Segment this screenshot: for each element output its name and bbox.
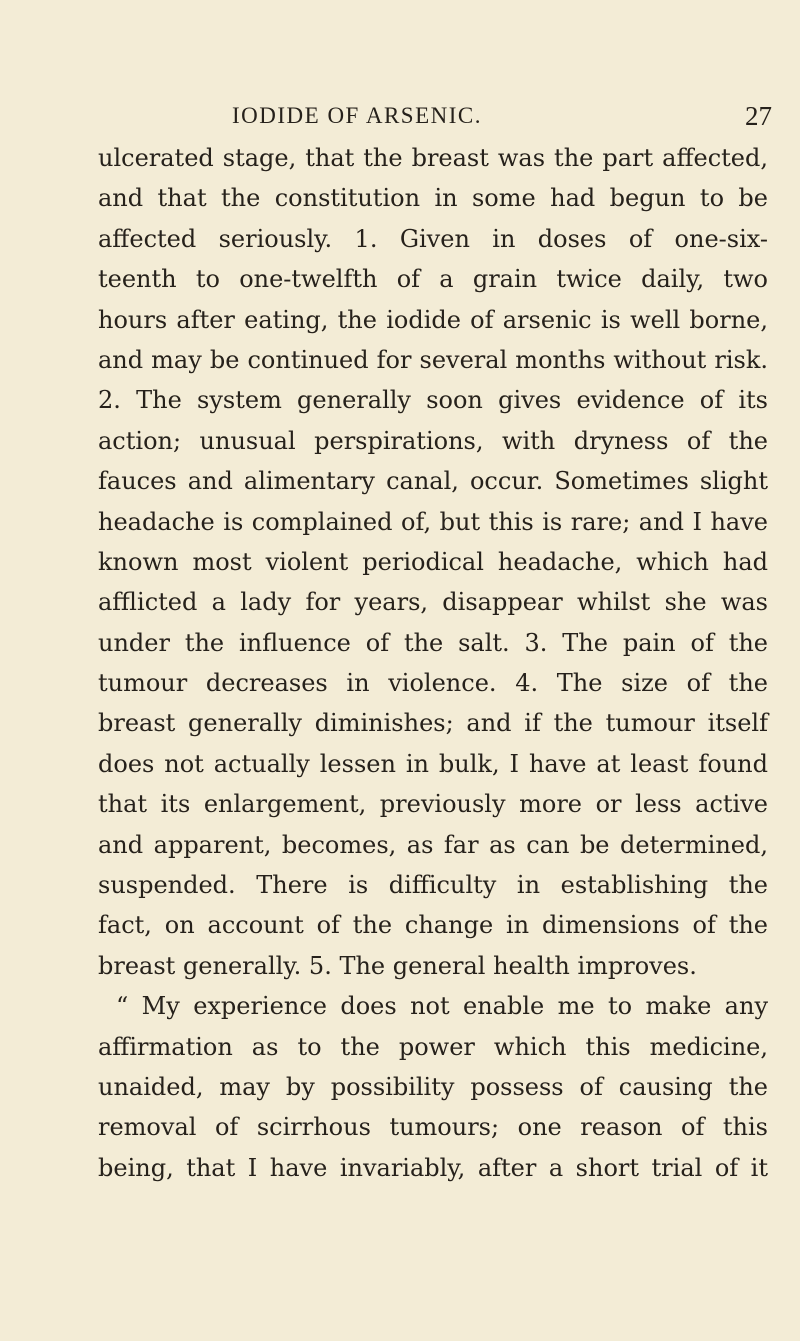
page-number: 27	[745, 101, 772, 131]
text-line: 2. The system generally soon gives evidence of its	[98, 386, 768, 415]
text-line: unaided, may by possibility possess of causing the	[98, 1072, 768, 1101]
body-text	[98, 138, 768, 1188]
text-line: hours after eating, the iodide of arsenic is well borne,	[98, 305, 768, 334]
text-line: affected seriously. 1. Given in doses of one-six-	[98, 224, 768, 253]
text-line: teenth to one-twelfth of a grain twice daily, two	[98, 265, 768, 294]
text-line: fauces and alimentary canal, occur. Sometimes slight	[98, 467, 768, 496]
text-line: that its enlargement, previously more or less active	[98, 790, 768, 819]
running-title: IODIDE OF ARSENIC.	[232, 103, 482, 128]
text-line: breast generally diminishes; and if the tumour itself	[98, 709, 768, 738]
text-line: “ My experience does not enable me to make any	[116, 992, 768, 1021]
text-line: afflicted a lady for years, disappear whilst she was	[98, 588, 768, 617]
running-head	[232, 103, 772, 137]
text-line: affirmation as to the power which this medicine,	[98, 1032, 768, 1061]
text-line: and apparent, becomes, as far as can be determined,	[98, 830, 768, 859]
text-line: known most violent periodical headache, which had	[98, 547, 768, 576]
text-line: suspended. There is difficulty in establishing the	[98, 871, 768, 900]
text-line: tumour decreases in violence. 4. The size of the	[98, 669, 768, 698]
text-line: headache is complained of, but this is rare; and I have	[98, 507, 768, 536]
text-line: fact, on account of the change in dimensions of the	[98, 911, 768, 940]
text-line: removal of scirrhous tumours; one reason of this	[98, 1113, 768, 1142]
text-line: does not actually lessen in bulk, I have at least found	[98, 749, 768, 778]
text-line: breast generally. 5. The general health improves.	[98, 951, 697, 980]
text-line: being, that I have invariably, after a short trial of it	[98, 1153, 768, 1182]
text-line: and that the constitution in some had begun to be	[98, 184, 768, 213]
text-line: and may be continued for several months without risk.	[98, 345, 768, 374]
text-line: ulcerated stage, that the breast was the part affected,	[98, 144, 768, 172]
text-line: under the influence of the salt. 3. The pain of the	[98, 628, 768, 657]
text-line: action; unusual perspirations, with dryness of the	[98, 426, 768, 455]
